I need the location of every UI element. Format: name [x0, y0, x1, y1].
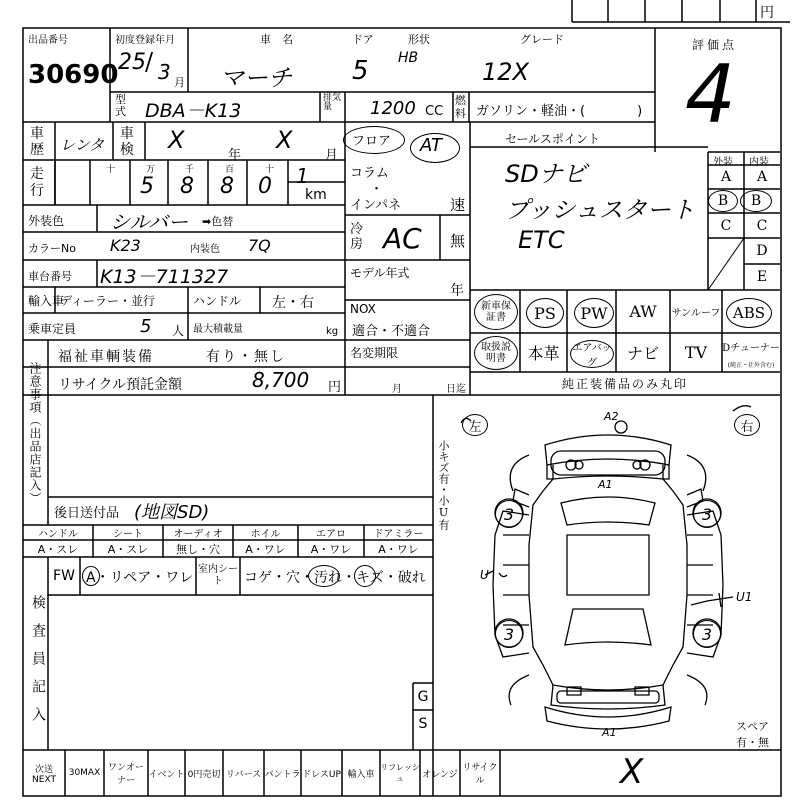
right-side-label-text: 右: [740, 419, 754, 435]
grade-diagonal: [708, 238, 744, 290]
int-grade-c: C: [756, 217, 768, 234]
welfare-label: 福祉車輌装備: [58, 349, 154, 365]
part-header-aero: エアロ: [316, 529, 346, 540]
equip-tv: TV: [684, 343, 708, 362]
capacity-value: 5: [140, 316, 152, 337]
notes-side-label: 注意事項（出品店記入）: [28, 362, 42, 505]
lot-number: 30690: [28, 60, 119, 90]
inspection-label: 車検: [120, 126, 134, 158]
nox-options: 適合・不適合: [352, 324, 431, 339]
handle-label: ハンドル: [193, 294, 242, 308]
doors-value: 5: [352, 56, 369, 86]
load-label: 最大積載量: [193, 324, 243, 335]
type-value: DBA－K13: [145, 100, 242, 122]
tag-zero-yen: 0円売切: [187, 769, 221, 780]
reg-month: 3: [158, 60, 171, 84]
mileage-h2: 千: [185, 165, 195, 175]
sales-line-2: プッシュスタート: [505, 196, 695, 224]
equip-airbag-text: エアバッグ: [572, 343, 612, 369]
fw-options: A・リペア・ワレ: [86, 570, 194, 586]
tag-refresh: リフレッシュ: [380, 763, 420, 783]
tire-rear-left: [495, 620, 523, 648]
equip-sunroof: サンルーフ: [671, 308, 721, 319]
model-year-unit: 年: [450, 283, 464, 299]
grade-label: グレード: [520, 33, 564, 46]
int-grade-e: E: [756, 269, 768, 285]
next-label: 次送NEXT: [32, 764, 56, 785]
tire-front-left: [495, 500, 523, 528]
mileage-digit-4: 0: [258, 174, 272, 199]
type-label: 型式: [115, 93, 126, 118]
aircon-none: 無: [450, 232, 466, 250]
mileage-h0: 十: [106, 165, 116, 175]
equip-warranty: [474, 294, 518, 330]
mileage-h1: 万: [146, 165, 156, 175]
mileage-unit: km: [305, 187, 327, 203]
price-unit: 円: [760, 5, 774, 21]
equip-pw-text: PW: [580, 303, 608, 323]
tag-reverse: リバース: [225, 769, 262, 780]
chassis-label: 車台番号: [28, 270, 72, 283]
equip-pw: [574, 298, 614, 328]
part-value-aero: A・ワレ: [310, 542, 352, 556]
color-change: ➡色替: [202, 215, 234, 228]
welfare-options: 有り・無し: [206, 349, 286, 365]
equip-abs-text: ABS: [732, 304, 766, 322]
inspection-side-label: 検査員記入: [30, 595, 46, 735]
inspection-year: X: [168, 126, 185, 154]
shape-value: HB: [398, 50, 419, 66]
sales-line-3: ETC: [518, 226, 565, 254]
part-header-audio: オーディオ: [173, 529, 223, 540]
shift-speed: 速: [450, 196, 466, 214]
mileage-digit-1: 5: [140, 174, 154, 199]
tag-one-owner: ワンオーナー: [107, 763, 144, 786]
interior-grade-label: 内装: [749, 157, 769, 168]
color-value: シルバー: [110, 210, 189, 234]
part-value-wheel: A・ワレ: [245, 542, 286, 556]
capacity-label: 乗車定員: [28, 322, 77, 336]
fw-label: FW: [53, 568, 75, 584]
fuel-options: ガソリン・軽油・( ): [476, 104, 643, 119]
import-label: 輸入車: [28, 294, 65, 308]
aircon-label: 冷房: [350, 222, 364, 252]
equip-tuner-note: (純正・社外含む): [727, 361, 775, 369]
mark-a2: A2: [604, 410, 619, 423]
import-options: ディーラー・並行: [60, 294, 156, 308]
reg-slash: /: [145, 48, 154, 76]
tire-rear-right-mark: 3: [701, 624, 713, 644]
mileage-digit-3: 8: [220, 174, 234, 199]
inspection-month-unit: 月: [325, 148, 339, 163]
history-value: レンタ: [60, 136, 105, 154]
left-legend: 小キズ有・小U有: [437, 440, 450, 530]
tag-import: 輸入車: [347, 769, 375, 780]
right-side-label: [734, 414, 760, 436]
mark-u-left: U: [480, 568, 489, 582]
mileage-h3: 百: [225, 165, 235, 175]
disp-value: 1200: [370, 98, 416, 119]
inspection-year-unit: 年: [228, 148, 242, 163]
part-value-handle: A・スレ: [37, 542, 79, 556]
tire-rear-left-mark: 3: [503, 624, 515, 644]
doors-label: ドア: [352, 33, 374, 46]
score-label: 評価点: [692, 38, 738, 52]
shape-label: 形状: [408, 33, 430, 46]
nox-label: NOX: [350, 302, 376, 316]
left-side-label: [462, 414, 488, 436]
spare-options: 有・無: [736, 736, 769, 749]
s-label: S: [418, 715, 428, 732]
aircon-value: AC: [383, 222, 422, 255]
ext-grade-a: A: [720, 169, 732, 185]
tag-dress-up: ドレスUP: [302, 769, 341, 780]
equip-ps-text: PS: [534, 303, 556, 323]
car-name-value: マーチ: [220, 64, 292, 92]
part-value-audio: 無し・穴: [176, 542, 220, 556]
shift-dot: ・: [370, 182, 384, 197]
recycle-label: リサイクル預託金額: [58, 377, 183, 393]
recycle-value: 8,700: [252, 368, 310, 392]
part-value-mirror: A・ワレ: [378, 542, 419, 556]
equip-abs: [726, 298, 772, 328]
recycle-unit: 円: [328, 380, 342, 395]
ext-grade-b: B: [708, 190, 738, 212]
spare-label: スペア: [736, 720, 769, 733]
tag-pantora: パントラ: [264, 769, 301, 780]
equip-manual: [474, 336, 518, 370]
inspection-month: X: [276, 126, 293, 154]
mark-u-right: U1: [736, 590, 753, 604]
shift-inpane: インパネ: [350, 198, 402, 213]
disp-unit: CC: [425, 104, 444, 119]
tag-event: イベント: [148, 769, 185, 780]
shift-floor: フロア: [352, 134, 392, 149]
equip-tuner: Dチューナー: [722, 342, 780, 354]
send-later-value: (地図SD): [134, 502, 210, 523]
seat-label: 室内シート: [198, 564, 238, 587]
left-side-label-text: 左: [468, 419, 482, 435]
equip-airbag: [570, 340, 614, 368]
equip-footer: 純正装備品のみ丸印: [561, 376, 688, 391]
color-no-value: K23: [110, 236, 141, 255]
tire-rear-right: [693, 620, 721, 648]
mileage-h4: 十: [265, 165, 275, 175]
sales-label: セールスポイント: [505, 132, 600, 146]
deadline-month: 月: [392, 384, 402, 395]
part-header-mirror: ドアミラー: [373, 529, 424, 540]
shift-column: コラム: [350, 166, 389, 181]
part-header-handle: ハンドル: [38, 529, 78, 540]
grade-value: 12X: [482, 58, 529, 86]
disp-label: 排気量: [323, 93, 342, 112]
history-label: 車歴: [30, 126, 44, 158]
tag-recycle: リサイクル: [462, 763, 498, 786]
tire-front-right-mark: 3: [701, 504, 713, 524]
equip-aw: AW: [629, 302, 657, 321]
int-grade-a: A: [756, 169, 768, 185]
equip-leather: 本革: [527, 344, 560, 363]
equip-manual-text: 取扱説明書: [481, 342, 511, 364]
reg-label: 初度登録年月: [115, 35, 175, 46]
equip-navi: ナビ: [626, 344, 659, 363]
tag-orange: オレンジ: [422, 769, 458, 780]
mileage-digit-2: 8: [180, 174, 194, 199]
interior-value: 7Q: [248, 236, 271, 255]
tag-30max: 30MAX: [68, 768, 101, 778]
exterior-label: 外装: [713, 157, 733, 168]
mileage-digit-5: 1: [296, 164, 309, 188]
part-header-wheel: ホイル: [250, 529, 281, 540]
color-label: 外装色: [28, 214, 65, 228]
model-year-label: モデル年式: [350, 266, 410, 280]
shift-value: AT: [420, 135, 442, 156]
lot-label: 出品番号: [28, 35, 68, 46]
mileage-label: 走行: [30, 166, 44, 199]
equip-warranty-text: 新車保証書: [481, 301, 511, 323]
handle-options: 左・右: [272, 295, 314, 311]
deadline-day: 日迄: [446, 384, 466, 395]
mark-a1-top: A1: [598, 478, 613, 491]
int-grade-b: B: [740, 190, 772, 212]
part-value-seat: A・スレ: [107, 542, 149, 556]
seat-options: コゲ・穴・汚れ・キズ・破れ: [244, 570, 426, 586]
color-no-label: カラーNo: [28, 242, 76, 255]
chassis-value: K13－711327: [100, 266, 229, 288]
mark-a1-bottom: A1: [602, 726, 617, 739]
score-value: 4: [685, 48, 736, 141]
ext-grade-c: C: [720, 217, 732, 234]
load-unit: kg: [326, 326, 339, 337]
car-name-label: 車 名: [260, 33, 293, 46]
g-label: G: [417, 688, 429, 705]
int-grade-d: D: [756, 243, 768, 259]
sales-line-1: SDナビ: [505, 160, 587, 188]
reg-year: 25: [118, 50, 146, 75]
tire-front-right: [693, 500, 721, 528]
tire-front-left-mark: 3: [503, 504, 515, 524]
fuel-label: 燃料: [455, 94, 466, 120]
capacity-unit: 人: [172, 324, 185, 338]
final-value: X: [620, 752, 644, 792]
interior-label: 内装色: [190, 244, 220, 255]
send-later-label: 後日送付品: [54, 506, 120, 521]
part-header-seat: シート: [113, 529, 143, 540]
name-change-label: 名変期限: [350, 346, 399, 360]
equip-ps: [526, 298, 564, 328]
reg-month-unit: 月: [174, 76, 185, 89]
